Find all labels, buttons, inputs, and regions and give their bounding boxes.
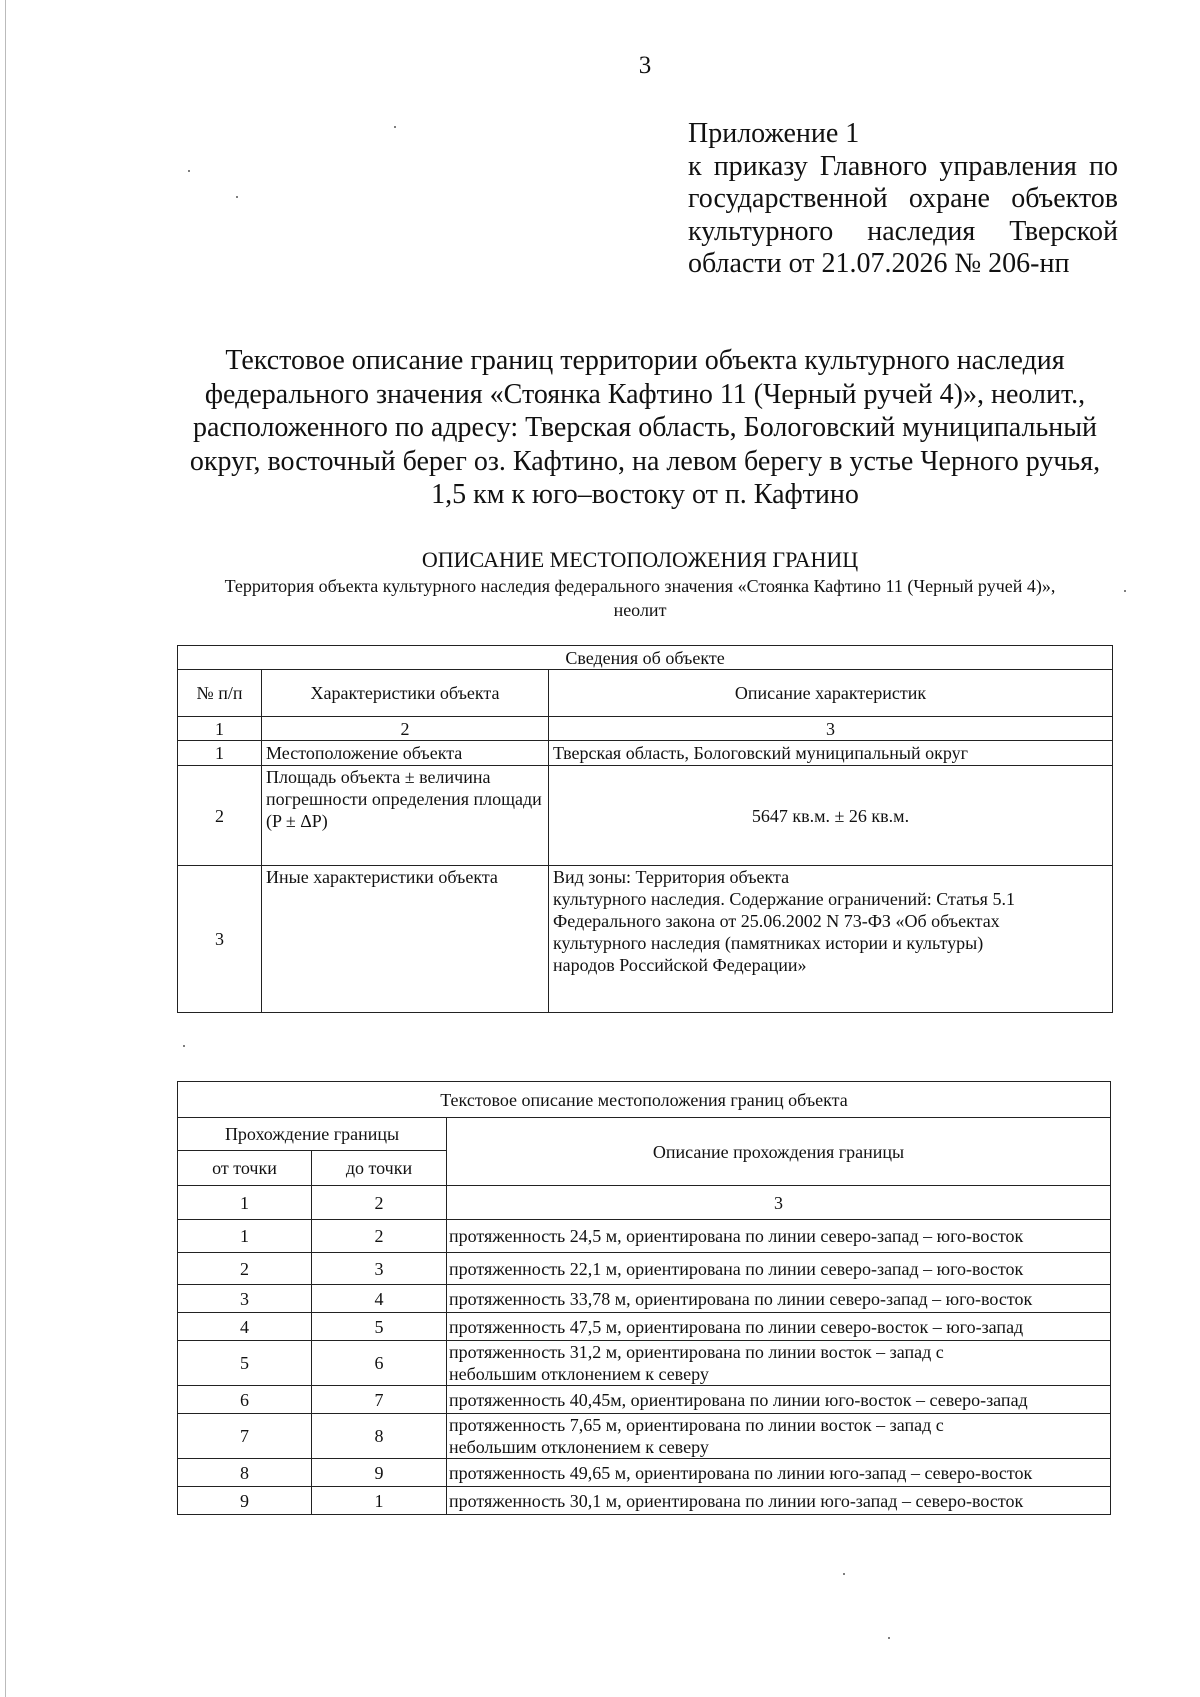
index-cell: 2 xyxy=(312,1186,447,1220)
table-row xyxy=(178,1414,1111,1459)
section-subtitle-line: Территория объекта культурного наследия федерального значения «Стоянка Кафтино 11 (Черный ручей 4)», xyxy=(224,576,1056,596)
table-row xyxy=(178,1253,1111,1285)
index-cell: 3 xyxy=(549,717,1113,741)
from-point-cell: 9 xyxy=(178,1487,312,1515)
to-point-cell: 6 xyxy=(312,1341,447,1386)
border-description-cell xyxy=(447,1253,1111,1285)
description-line: протяженность 33,78 м, ориентирована по линии северо-запад – юго-восток xyxy=(449,1288,1033,1309)
row-characteristic: Площадь объекта ± величина погрешности определения площади (P ± ΔP) xyxy=(262,766,549,866)
row-characteristic: Местоположение объекта xyxy=(262,741,549,766)
row-description: Тверская область, Бологовский муниципальный округ xyxy=(549,741,1113,766)
title-line: 1,5 км к юго–востоку от п. Кафтино xyxy=(431,479,859,510)
appendix-word: культурного xyxy=(688,215,834,247)
scan-speck xyxy=(888,1637,890,1639)
table-row xyxy=(178,1487,1111,1515)
scan-margin-line xyxy=(5,0,6,1697)
row-description: 5647 кв.м. ± 26 кв.м. xyxy=(549,766,1113,866)
appendix-word: управления xyxy=(939,150,1077,182)
to-point-cell: 2 xyxy=(312,1220,447,1253)
appendix-word: охране xyxy=(908,183,990,214)
header-characteristic: Характеристики объекта xyxy=(262,670,549,717)
table-row xyxy=(178,766,1113,866)
border-description-cell xyxy=(447,1341,1111,1386)
row-characteristic: Иные характеристики объекта xyxy=(262,866,549,1013)
scan-speck xyxy=(394,126,396,128)
document-title xyxy=(160,344,1130,512)
scan-speck xyxy=(188,170,190,172)
from-point-cell: 4 xyxy=(178,1313,312,1341)
description-line: протяженность 40,45м, ориентирована по линии юго-восток – северо-запад xyxy=(449,1389,1028,1410)
title-line: округ, восточный берег оз. Кафтино, на левом берегу в устье Черного ручья, xyxy=(189,445,1101,477)
scan-speck xyxy=(1124,590,1126,592)
page-number: 3 xyxy=(638,52,652,79)
to-point-cell: 8 xyxy=(312,1414,447,1459)
appendix-title: Приложение 1 xyxy=(688,118,860,149)
table-row xyxy=(178,1285,1111,1313)
to-point-cell: 1 xyxy=(312,1487,447,1515)
section-subtitle xyxy=(160,574,1120,622)
info-table-caption: Сведения об объекте xyxy=(178,646,1113,670)
border-group-header: Прохождение границы xyxy=(178,1118,447,1151)
appendix-line-4 xyxy=(688,216,1118,249)
to-point-cell: 4 xyxy=(312,1285,447,1313)
table-row xyxy=(178,866,1113,1013)
section-heading: ОПИСАНИЕ МЕСТОПОЛОЖЕНИЯ ГРАНИЦ xyxy=(421,547,859,572)
table-row xyxy=(178,1341,1111,1386)
description-line: протяженность 31,2 м, ориентирована по линии восток – запад с xyxy=(449,1342,944,1362)
appendix-line-5: области от 21.07.2026 № 206-нп xyxy=(688,248,1070,279)
section-subtitle-line: неолит xyxy=(613,600,667,620)
title-line: расположенного по адресу: Тверская область, Бологовский муниципальный xyxy=(192,412,1097,443)
index-cell: 1 xyxy=(178,717,262,741)
description-line: Вид зоны: Территория объекта xyxy=(553,867,790,887)
appendix-word: наследия xyxy=(867,215,976,247)
index-cell: 3 xyxy=(447,1186,1111,1220)
row-number: 2 xyxy=(178,766,262,866)
from-point-cell: 1 xyxy=(178,1220,312,1253)
border-description-cell xyxy=(447,1220,1111,1253)
from-point-cell: 7 xyxy=(178,1414,312,1459)
description-line: культурного наследия (памятниках истории и культуры) xyxy=(553,933,984,953)
description-line: небольшим отклонением к северу xyxy=(449,1437,709,1457)
row-description xyxy=(549,866,1113,1013)
scan-speck xyxy=(183,1045,185,1047)
from-point-cell: 6 xyxy=(178,1386,312,1414)
description-line: народов Российской Федерации» xyxy=(553,955,807,975)
table-row xyxy=(178,1313,1111,1341)
appendix-word: государственной xyxy=(688,183,888,214)
border-desc-header: Описание прохождения границы xyxy=(447,1118,1111,1186)
border-description-cell xyxy=(447,1285,1111,1313)
to-point-cell: 5 xyxy=(312,1313,447,1341)
index-cell: 2 xyxy=(262,717,549,741)
table-row xyxy=(178,1220,1111,1253)
appendix-word: к xyxy=(688,150,702,182)
index-cell: 1 xyxy=(178,1186,312,1220)
to-point-cell: 9 xyxy=(312,1459,447,1487)
header-description: Описание характеристик xyxy=(549,670,1113,717)
appendix-block xyxy=(688,118,1118,281)
appendix-word: Главного xyxy=(819,150,928,182)
from-point-header: от точки xyxy=(178,1151,312,1186)
description-line: протяженность 47,5 м, ориентирована по линии северо-восток – юго-запад xyxy=(449,1316,1024,1337)
scan-speck xyxy=(236,196,238,198)
appendix-line-2 xyxy=(688,151,1118,184)
appendix-word: Тверской xyxy=(1009,215,1118,247)
row-number: 3 xyxy=(178,866,262,1013)
description-line: протяженность 22,1 м, ориентирована по линии северо-запад – юго-восток xyxy=(449,1258,1024,1279)
description-line: Федерального закона от 25.06.2002 N 73-ФЗ «Об объектах xyxy=(553,911,1000,931)
border-table-caption: Текстовое описание местоположения границ объекта xyxy=(178,1082,1111,1118)
to-point-cell: 3 xyxy=(312,1253,447,1285)
table-row xyxy=(178,1459,1111,1487)
description-line: протяженность 7,65 м, ориентирована по линии восток – запад с xyxy=(449,1415,944,1435)
appendix-word: по xyxy=(1088,150,1118,182)
appendix-word: приказу xyxy=(713,150,808,182)
border-description-cell xyxy=(447,1487,1111,1515)
border-description-cell xyxy=(447,1386,1111,1414)
from-point-cell: 2 xyxy=(178,1253,312,1285)
appendix-word: объектов xyxy=(1011,183,1118,214)
title-line: федерального значения «Стоянка Кафтино 11 (Черный ручей 4)», неолит., xyxy=(204,378,1086,410)
table-row xyxy=(178,1386,1111,1414)
header-number: № п/п xyxy=(178,670,262,717)
title-line: Текстовое описание границ территории объекта культурного наследия xyxy=(225,345,1065,376)
appendix-line-3 xyxy=(688,183,1118,216)
from-point-cell: 8 xyxy=(178,1459,312,1487)
border-rows xyxy=(178,1220,1111,1515)
description-line: культурного наследия. Содержание ограничений: Статья 5.1 xyxy=(553,889,1015,909)
object-info-table xyxy=(177,645,1113,1013)
from-point-cell: 5 xyxy=(178,1341,312,1386)
scan-speck xyxy=(843,1573,845,1575)
to-point-header: до точки xyxy=(312,1151,447,1186)
description-line: протяженность 49,65 м, ориентирована по линии юго-запад – северо-восток xyxy=(449,1462,1033,1483)
to-point-cell: 7 xyxy=(312,1386,447,1414)
border-description-table xyxy=(177,1081,1111,1515)
description-line: небольшим отклонением к северу xyxy=(449,1364,709,1384)
table-row xyxy=(178,741,1113,766)
border-description-cell xyxy=(447,1459,1111,1487)
from-point-cell: 3 xyxy=(178,1285,312,1313)
description-line: протяженность 24,5 м, ориентирована по линии северо-запад – юго-восток xyxy=(449,1226,1024,1246)
border-description-cell xyxy=(447,1313,1111,1341)
border-description-cell xyxy=(447,1414,1111,1459)
row-number: 1 xyxy=(178,741,262,766)
description-line: протяженность 30,1 м, ориентирована по линии юго-запад – северо-восток xyxy=(449,1490,1024,1511)
